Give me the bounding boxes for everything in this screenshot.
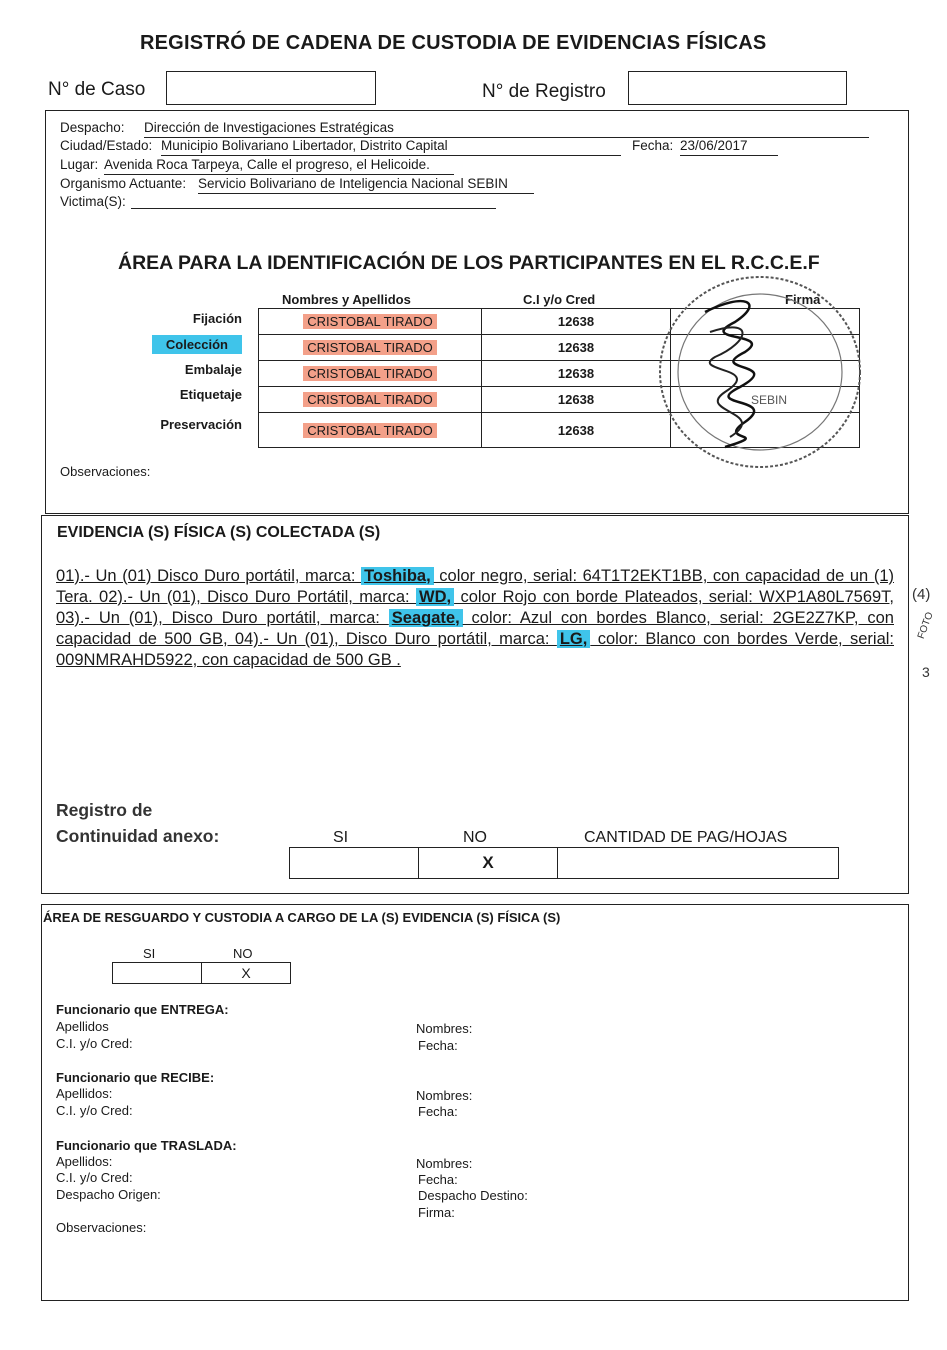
traslada-apellidos: Apellidos:	[56, 1154, 113, 1169]
entrega-ci: C.I. y/o Cred:	[56, 1036, 133, 1051]
ciudad-value: Municipio Bolivariano Libertador, Distrito Capital	[161, 137, 621, 156]
brand-seagate: Seagate,	[389, 609, 463, 627]
col-ci-header: C.I y/o Cred	[523, 292, 596, 307]
custody-heading: ÁREA DE RESGUARDO Y CUSTODIA A CARGO DE LA (S) EVIDENCIA (S) FÍSICA (S)	[43, 910, 561, 925]
col-firma-header: Firma	[785, 292, 821, 307]
svg-text:SEBIN: SEBIN	[751, 393, 788, 407]
custody-no-label: NO	[233, 946, 253, 961]
custody-no-cell[interactable]: X	[202, 963, 291, 984]
entrega-nombres: Nombres:	[416, 1021, 473, 1036]
participants-heading: ÁREA PARA LA IDENTIFICACIÓN DE LOS PARTICIPANTES EN EL R.C.C.E.F	[118, 252, 820, 274]
observaciones-label: Observaciones:	[60, 464, 151, 479]
margin-note-count: (4)	[912, 586, 931, 603]
participant-name: CRISTOBAL TIRADO	[303, 340, 436, 355]
traslada-firma: Firma:	[418, 1205, 455, 1220]
registro-field[interactable]	[628, 71, 847, 105]
margin-note-number: 3	[922, 664, 930, 680]
evidence-description: 01).- Un (01) Disco Duro portátil, marca: Toshiba, color negro, serial: 64T1T2EKT1BB, con capacidad de un (1) Tera. 02).- Un (01), Disco Duro Portátil, marca: WD, color Rojo con borde Plateados, serial: WXP1A80L7569T, 03).- Un (01), Disco Duro portátil, marca: Seagate, color: Azul con bordes Blanco, serial: 2GE2Z7KP, con capacidad de 500 GB, 04).- Un (01), Disco Duro portátil, marca: LG, color: Blanco con bordes Verde, serial: 009NMRAHD5922, con capacidad de 500 GB .	[56, 567, 895, 669]
cantidad-cell[interactable]	[558, 848, 839, 879]
custody-observaciones: Observaciones:	[56, 1220, 147, 1235]
despacho-label: Despacho:	[60, 120, 125, 135]
continuidad-no-cell[interactable]: X	[419, 848, 558, 879]
victima-field[interactable]	[131, 208, 496, 209]
fecha-label: Fecha:	[632, 138, 674, 153]
victima-label: Victima(S):	[60, 194, 126, 209]
participant-name: CRISTOBAL TIRADO	[303, 392, 436, 407]
traslada-title: Funcionario que TRASLADA:	[56, 1138, 237, 1153]
recibe-nombres: Nombres:	[416, 1088, 473, 1103]
registro-label: N° de Registro	[482, 81, 606, 102]
entrega-apellidos: Apellidos	[56, 1019, 109, 1034]
entrega-fecha: Fecha:	[418, 1038, 458, 1053]
continuidad-label-1: Registro de	[56, 800, 153, 820]
role-preservacion: Preservación	[160, 417, 242, 432]
role-embalaje: Embalaje	[184, 362, 242, 377]
organismo-label: Organismo Actuante:	[60, 176, 187, 191]
continuidad-label-2: Continuidad anexo:	[56, 826, 220, 846]
official-stamp-icon	[655, 272, 865, 472]
ciudad-label: Ciudad/Estado:	[60, 138, 153, 153]
cantidad-label: CANTIDAD DE PAG/HOJAS	[584, 829, 788, 846]
role-fijacion: Fijación	[192, 311, 242, 326]
traslada-fecha: Fecha:	[418, 1172, 458, 1187]
participant-ci: 12638	[482, 361, 671, 387]
role-coleccion: Colección	[112, 337, 242, 352]
traslada-ci: C.I. y/o Cred:	[56, 1170, 133, 1185]
col-names-header: Nombres y Apellidos	[282, 292, 411, 307]
caso-label: N° de Caso	[48, 79, 146, 100]
participant-ci: 12638	[482, 309, 671, 335]
traslada-despacho-destino: Despacho Destino:	[418, 1188, 528, 1203]
margin-note-foto: FOTO	[915, 610, 936, 641]
participant-ci: 12638	[482, 387, 671, 413]
participant-ci: 12638	[482, 413, 671, 448]
recibe-ci: C.I. y/o Cred:	[56, 1103, 133, 1118]
recibe-title: Funcionario que RECIBE:	[56, 1070, 215, 1085]
participant-ci: 12638	[482, 335, 671, 361]
recibe-apellidos: Apellidos:	[56, 1086, 113, 1101]
traslada-despacho-origen: Despacho Origen:	[56, 1187, 161, 1202]
lugar-label: Lugar:	[60, 157, 99, 172]
custody-si-label: SI	[143, 946, 156, 961]
continuidad-si-cell[interactable]	[290, 848, 419, 879]
participant-name: CRISTOBAL TIRADO	[303, 314, 436, 329]
evidence-heading: EVIDENCIA (S) FÍSICA (S) COLECTADA (S)	[57, 524, 381, 541]
recibe-fecha: Fecha:	[418, 1104, 458, 1119]
continuidad-no-label: NO	[463, 829, 487, 846]
lugar-value: Avenida Roca Tarpeya, Calle el progreso, el Helicoide.	[104, 156, 454, 175]
document-title: REGISTRÓ DE CADENA DE CUSTODIA DE EVIDENCIAS FÍSICAS	[140, 32, 767, 54]
entrega-title: Funcionario que ENTREGA:	[56, 1002, 229, 1017]
caso-field[interactable]	[166, 71, 376, 105]
brand-wd: WD,	[416, 588, 454, 606]
participant-name: CRISTOBAL TIRADO	[303, 423, 436, 438]
participant-name: CRISTOBAL TIRADO	[303, 366, 436, 381]
traslada-nombres: Nombres:	[416, 1156, 473, 1171]
fecha-value: 23/06/2017	[680, 137, 778, 156]
custody-si-cell[interactable]	[113, 963, 202, 984]
brand-lg: LG,	[557, 630, 591, 648]
organismo-value: Servicio Bolivariano de Inteligencia Nacional SEBIN	[198, 175, 534, 194]
role-etiquetaje: Etiquetaje	[179, 387, 242, 402]
continuidad-grid	[289, 847, 839, 879]
custody-grid	[112, 962, 291, 984]
brand-toshiba: Toshiba,	[361, 567, 434, 585]
continuidad-si-label: SI	[333, 829, 349, 846]
despacho-value: Dirección de Investigaciones Estratégicas	[144, 119, 869, 138]
